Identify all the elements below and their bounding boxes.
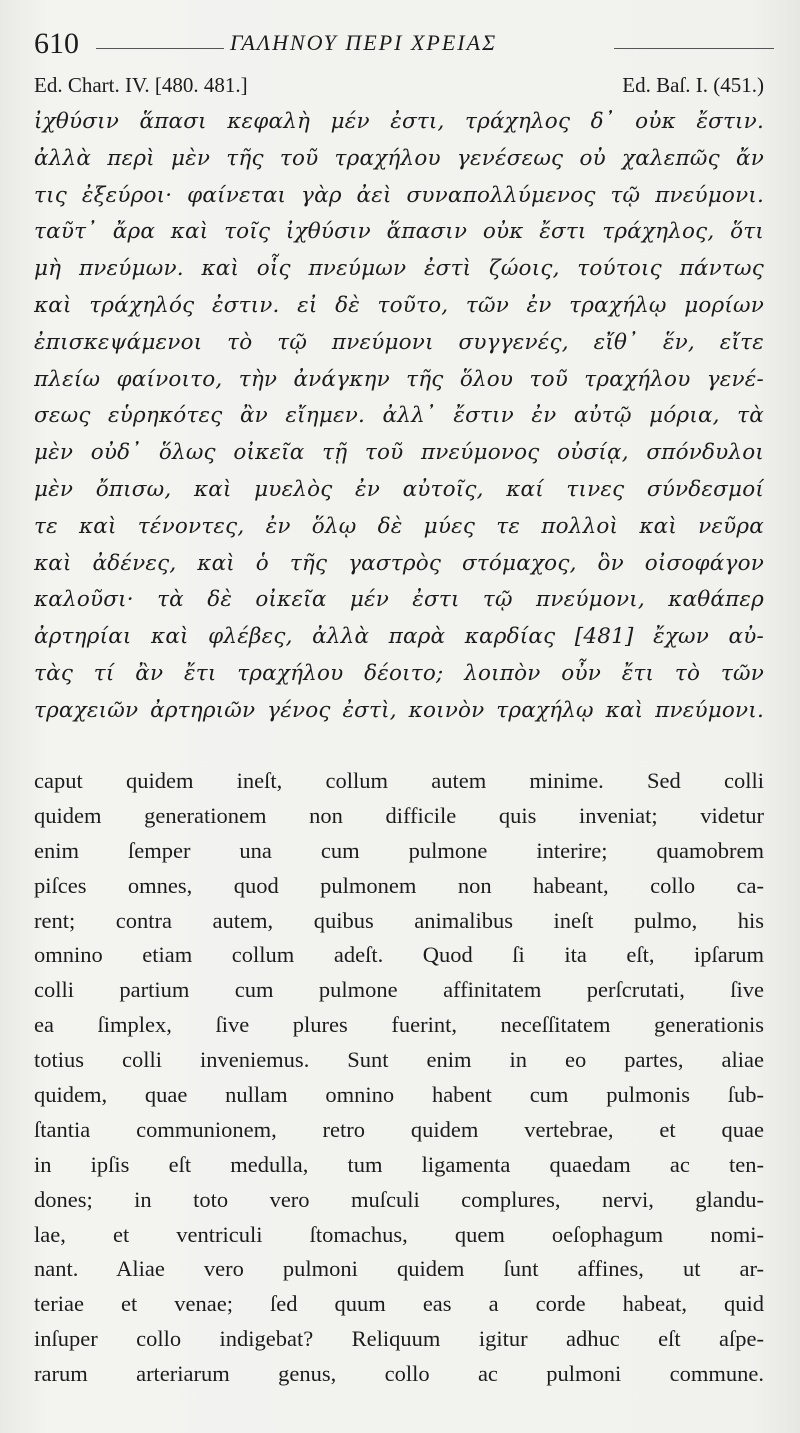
latin-line: in ipſis eſt medulla, tum ligamenta quaedam ac ten- [34, 1151, 764, 1177]
latin-line: caput quidem ineſt, collum autem minime. Sed colli [34, 768, 764, 793]
greek-line: καὶ ἀδένες, καὶ ὁ τῆς γαστρὸς στόμαχος, ὃν οἰσοφάγον [34, 550, 764, 576]
latin-text-block [34, 764, 764, 1392]
latin-line: rarum arteriarum genus, collo ac pulmoni commune. [34, 1361, 764, 1387]
edition-chartier: Ed. Chart. IV. [480. 481.] [34, 73, 248, 97]
latin-line: lae, et ventriculi ſtomachus, quem oeſophagum nomi- [34, 1221, 764, 1247]
greek-line: καλοῦσι· τὰ δὲ οἰκεῖα μέν ἐστι τῷ πνεύμονι, καθάπερ [34, 587, 764, 613]
greek-line: μὲν ὄπισω, καὶ μυελὸς ἐν αὐτοῖς, καί τινες σύνδεσμοί [34, 476, 764, 502]
latin-line: dones; in toto vero muſculi complures, nervi, glandu- [34, 1186, 764, 1212]
greek-line: σεως εὑρηκότες ἂν εἴημεν. ἀλλ᾽ ἔστιν ἐν αὐτῷ μόρια, τὰ [34, 403, 764, 429]
latin-line: nant. Aliae vero pulmoni quidem ſunt affines, ut ar- [34, 1256, 764, 1282]
latin-line: quidem, quae nullam omnino habent cum pulmonis ſub- [34, 1082, 764, 1108]
page-header [34, 26, 774, 70]
page-number: 610 [34, 27, 79, 60]
greek-line: τε καὶ τένοντες, ἐν ὅλῳ δὲ μύες τε πολλοὶ καὶ νεῦρα [34, 513, 764, 539]
greek-line: τὰς τί ἂν ἔτι τραχήλου δέοιτο; λοιπὸν οὖν ἔτι τὸ τῶν [34, 660, 764, 686]
greek-line: μὴ πνεύμων. καὶ οἷς πνεύμων ἐστὶ ζώοις, τούτοις πάντως [34, 256, 764, 282]
greek-line: ἀρτηρίαι καὶ φλέβες, ἀλλὰ παρὰ καρδίας [481] ἔχων αὐ- [34, 624, 764, 650]
latin-line: omnino etiam collum adeſt. Quod ſi ita eſt, ipſarum [34, 942, 764, 968]
latin-line: piſces omnes, quod pulmonem non habeant, collo ca- [34, 872, 764, 898]
latin-line: ea ſimplex, ſive plures fuerint, neceſſitatem generationis [34, 1012, 764, 1038]
greek-line: ταῦτ᾽ ἄρα καὶ τοῖς ἰχθύσιν ἅπασιν οὐκ ἔστι τράχηλος, ὅτι [34, 219, 764, 245]
latin-line: colli partium cum pulmone affinitatem perſcrutati, ſive [34, 977, 764, 1003]
greek-line: καὶ τράχηλός ἐστιν. εἰ δὲ τοῦτο, τῶν ἐν τραχήλῳ μορίων [34, 292, 764, 318]
greek-line: τις ἐξεύροι· φαίνεται γὰρ ἀεὶ συναπολλύμενος τῷ πνεύμονι. [34, 182, 764, 208]
header-rule-right [614, 48, 774, 49]
latin-line: rent; contra autem, quibus animalibus ineſt pulmo, his [34, 907, 764, 933]
greek-line: πλείω φαίνοιτο, τὴν ἀνάγκην τῆς ὅλου τοῦ τραχήλου γενέ- [34, 366, 764, 392]
edition-basel: Ed. Baſ. I. (451.) [622, 73, 764, 97]
latin-line: enim ſemper una cum pulmone interire; quamobrem [34, 837, 764, 863]
running-title: ΓΑΛΗΝΟΥ ΠΕΡΙ ΧΡΕΙΑΣ [230, 30, 498, 55]
greek-line: ἐπισκεψάμενοι τὸ τῷ πνεύμονι συγγενές, εἴθ᾽ ἕν, εἴτε [34, 329, 764, 355]
header-rule-left [96, 48, 224, 49]
greek-line: ἰχθύσιν ἅπασι κεφαλὴ μέν ἐστι, τράχηλος δ᾽ οὐκ ἔστιν. [34, 109, 764, 134]
greek-line: τραχειῶν ἀρτηριῶν γένος ἐστὶ, κοινὸν τραχήλῳ καὶ πνεύμονι. [34, 697, 764, 723]
latin-line: ſtantia communionem, retro quidem vertebrae, et quae [34, 1116, 764, 1142]
greek-line: ἀλλὰ περὶ μὲν τῆς τοῦ τραχήλου γενέσεως οὐ χαλεπῶς ἄν [34, 145, 764, 171]
latin-line: teriae et venae; ſed quum eas a corde habeat, quid [34, 1291, 764, 1317]
greek-line: μὲν οὐδ᾽ ὅλως οἰκεῖα τῇ τοῦ πνεύμονος οὐσίᾳ, σπόνδυλοι [34, 440, 764, 466]
latin-line: inſuper collo indigebat? Reliquum igitur adhuc eſt aſpe- [34, 1326, 764, 1352]
greek-text-block [34, 104, 764, 730]
latin-line: totius colli inveniemus. Sunt enim in eo partes, aliae [34, 1047, 764, 1073]
latin-line: quidem generationem non difficile quis inveniat; videtur [34, 802, 764, 828]
